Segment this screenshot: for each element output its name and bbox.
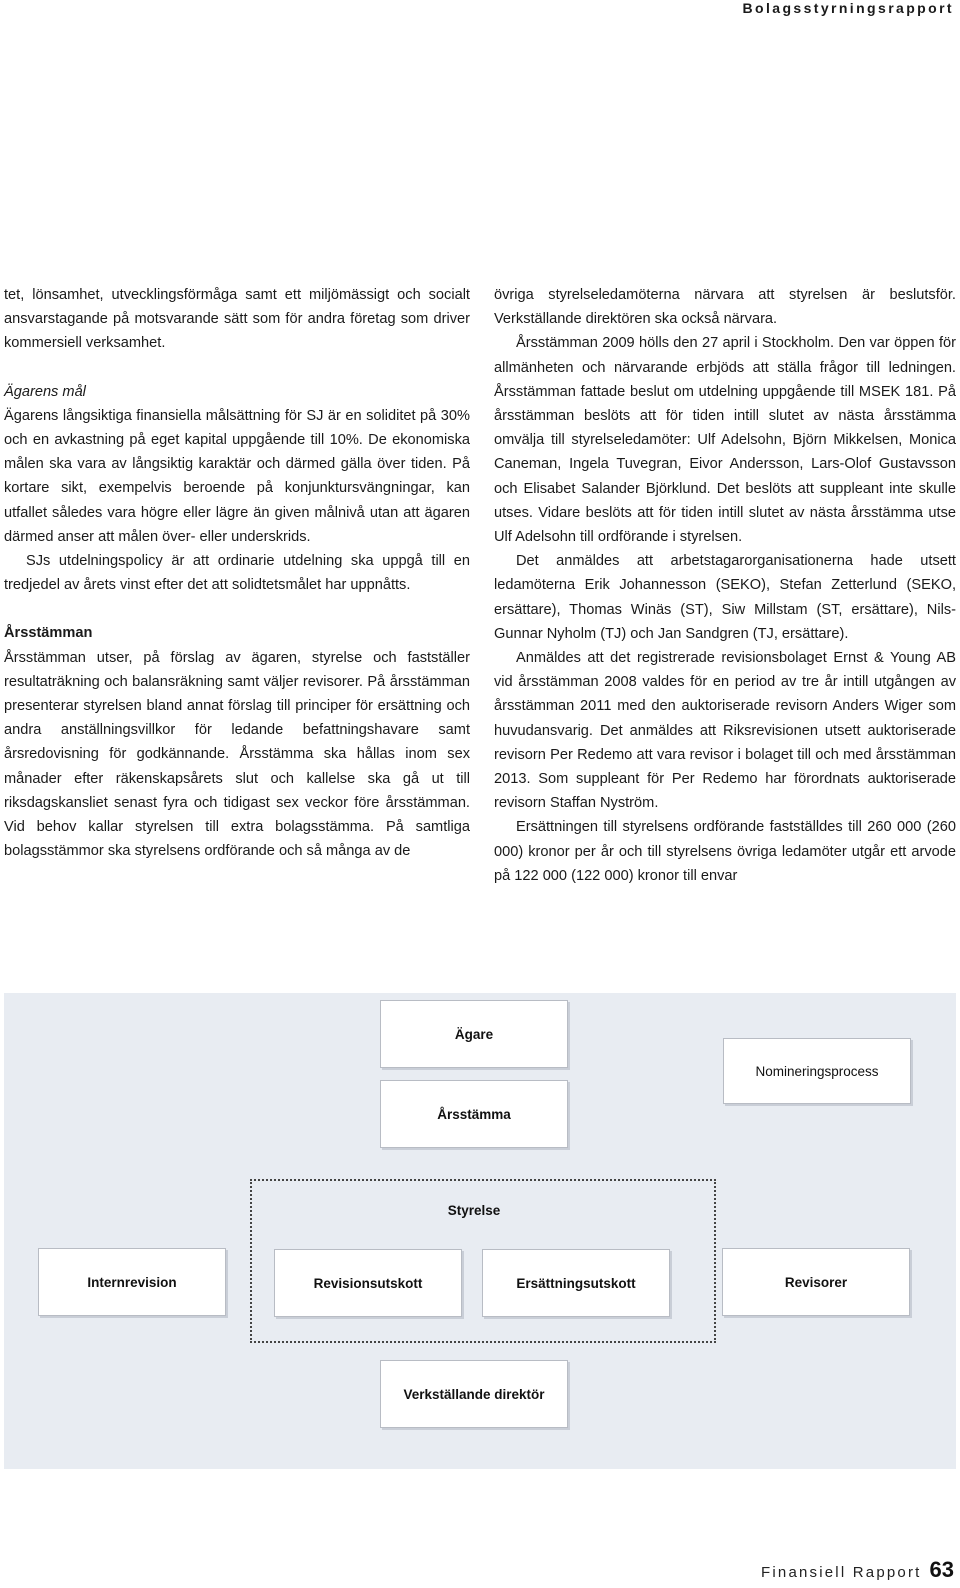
box-audit-committee: Revisionsutskott — [274, 1249, 462, 1317]
governance-diagram — [4, 993, 956, 1469]
right-paragraph-5: Ersättningen till styrelsens ordförande fastställdes till 260 000 (260 000) kronor per år och till styrelsens övriga ledamöter utgår ett arvode på 122 000 (122 000) kronor till envar — [494, 819, 956, 884]
agm-paragraph: Årsstämman utser, på förslag av ägaren, styrelse och fastställer resultaträkning och balansräkning samt väljer revisorer. På årsstämman presenterar styrelsen bland annat förslag till principer för ersättning och andra anställningsvillkor för ledande befattningshavare samt årsredovisning för godkännande. Årsstämma ska hållas inom sex månader efter räkenskapsårets slut och kallelse ska gå ut till riksdagskansliet senast fyra och tidigast sex veckor före årsstämman. Vid behov kallar styrelsen till extra bolagsstämma. På samtliga bolagsstämmor ska styrelsens ordförande och så många av de — [4, 649, 470, 860]
intro-paragraph: tet, lönsamhet, utvecklingsförmåga samt ett miljömässigt och socialt ansvarstagande på motsvarande sätt som för andra företag som driver kommersiell verksamhet. — [4, 287, 470, 352]
box-auditors: Revisorer — [722, 1248, 910, 1316]
header-title: Bolagsstyrningsrapport — [742, 0, 954, 16]
box-internal-audit: Internrevision — [38, 1248, 226, 1316]
page-footer — [761, 1557, 954, 1585]
box-nomination: Nomineringsprocess — [723, 1038, 911, 1104]
right-paragraph-3: Det anmäldes att arbetstagarorganisationerna hade utsett ledamöterna Erik Johannesson (SEKO), Stefan Zetterlund (SEKO, ersättare), Thomas Winäs (ST), Siw Millstam (ST, ersättare), Nils-Gunnar Nyholm (TJ) och Jan Sandgren (TJ, ersättare). — [494, 553, 956, 642]
box-owner: Ägare — [380, 1000, 568, 1068]
right-paragraph-2: Årsstämman 2009 hölls den 27 april i Stockholm. Den var öppen för allmänheten och närvarande erbjöds att ställa frågor till ledningen. Årsstämman fattade beslut om utdelning uppgående till MSEK 181. På årsstämman beslöts att för tiden intill slutet av nästa årsstämma omvälja till styrelseledamöter: Ulf Adelsohn, Björn Mikkelsen, Monica Caneman, Ingela Tuvegran, Eivor Andersson, Lars-Olof Gustavsson och Elisabet Salander Björklund. Det beslöts att suppleant inte skulle utses. Vidare beslöts att för tiden intill slutet av nästa årsstämma utse Ulf Adelsohn till ordförande i styrelsen. — [494, 335, 956, 546]
right-paragraph-1: övriga styrelseledamöterna närvara att styrelsen är beslutsför. Verkställande direktören ska också närvara. — [494, 287, 956, 328]
box-board: Styrelse — [447, 1202, 501, 1218]
left-column — [4, 283, 470, 863]
right-column — [494, 283, 956, 888]
right-paragraph-4: Anmäldes att det registrerade revisionsbolaget Ernst & Young AB vid årsstämman 2008 valdes för en period av tre år intill utgången av årsstämman 2011 med den auktoriserade revisorn Anders Wiger som huvudansvarig. Det anmäldes att Riksrevisionen utsett auktoriserade revisorn Per Redemo att vara revisor i bolaget till och med årsstämman 2013. Som suppleant för Per Redemo har förordnats auktoriserade revisorn Staffan Nyström. — [494, 650, 956, 812]
footer-label: Finansiell Rapport — [761, 1564, 922, 1581]
page-number: 63 — [929, 1557, 954, 1582]
owner-goal-paragraph-1: Ägarens långsiktiga finansiella målsättning för SJ är en soliditet på 30% och en avkastning på eget kapital uppgående till 10%. De ekonomiska målen ska vara av långsiktig karaktär och därmed gälla över tiden. På kortare sikt, exempelvis beroende på konjunktursvängningar, kan utfallet således vara högre eller lägre än given målnivå utan att ägaren därmed anser att målen över- eller underskrids. — [4, 407, 470, 545]
box-ceo: Verkställande direktör — [380, 1360, 568, 1428]
box-remuneration-committee: Ersättningsutskott — [482, 1249, 670, 1317]
page-header — [0, 0, 960, 20]
owner-goal-heading: Ägarens mål — [4, 383, 86, 400]
agm-heading: Årsstämman — [4, 625, 93, 642]
owner-goal-paragraph-2: SJs utdelningspolicy är att ordinarie utdelning ska uppgå till en tredjedel av årets vinst efter det att solidtetsmålet har uppnåtts. — [4, 553, 470, 594]
box-agm: Årsstämma — [380, 1080, 568, 1148]
